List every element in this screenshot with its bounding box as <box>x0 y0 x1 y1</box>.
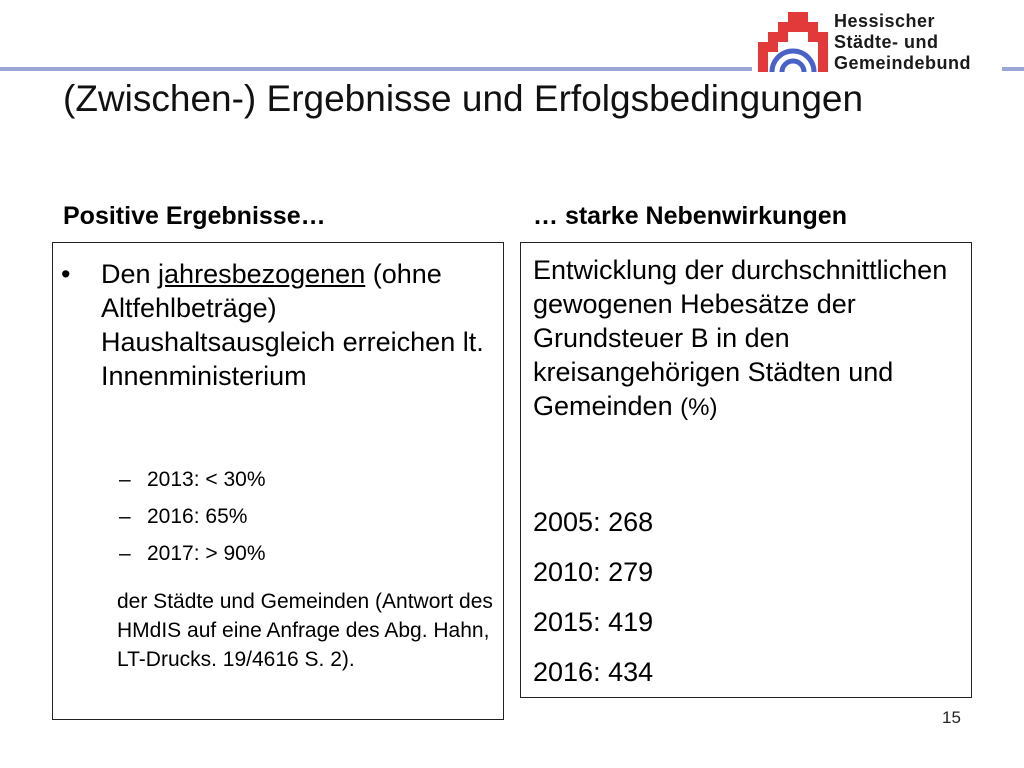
left-content-box <box>52 242 504 720</box>
sub-bullet-text: 2013: < 30% <box>147 468 266 491</box>
logo-emblem-icon <box>752 10 832 78</box>
sub-bullet-item <box>53 539 503 576</box>
sub-bullet-item <box>53 502 503 539</box>
sub-bullet-item <box>53 465 503 502</box>
bullet-rest: (ohne Altfehlbeträge) Haushaltsausgleich erreichen lt. Innenministerium <box>101 259 484 391</box>
year-value-item: 2016: 434 <box>533 657 654 687</box>
year-value-list <box>533 505 653 705</box>
hebesatz-description-text: Entwicklung der durchschnittlichen gewogenen Hebesätze der Grundsteuer B in den kreisangehörigen Städten und Gemeinden <box>533 255 948 421</box>
dash-icon: – <box>119 468 131 491</box>
right-column-heading: … starke Nebenwirkungen <box>533 202 847 230</box>
bullet-prefix: Den <box>101 259 159 289</box>
page-number: 15 <box>942 708 961 727</box>
slide-title: (Zwischen-) Ergebnisse und Erfolgsbedingungen <box>63 78 864 119</box>
logo-line-1: Hessischer <box>834 11 936 31</box>
sub-bullet-text: 2017: > 90% <box>147 542 266 565</box>
sub-bullet-text: 2016: 65% <box>147 505 248 528</box>
year-value-item: 2010: 279 <box>533 557 654 587</box>
logo-line-2: Städte- und <box>834 32 939 52</box>
organization-logo <box>752 10 1002 80</box>
dash-icon: – <box>119 505 131 528</box>
bullet-underlined-term: jahresbezogenen <box>158 259 366 289</box>
hebesatz-description <box>533 253 963 425</box>
logo-line-3: Gemeindebund <box>834 53 972 73</box>
year-value-item: 2005: 268 <box>533 507 654 537</box>
unit-label: (%) <box>680 394 718 421</box>
left-column-heading: Positive Ergebnisse… <box>63 202 326 230</box>
logo-wordmark <box>834 11 971 74</box>
year-value-item: 2015: 419 <box>533 607 654 637</box>
sub-bullet-list <box>53 465 503 576</box>
source-note: der Städte und Gemeinden (Antwort des HMdIS auf eine Anfrage des Abg. Hahn, LT-Drucks. 19/4616 S. 2). <box>117 590 493 671</box>
dash-icon: – <box>119 542 131 565</box>
bullet-dot-icon: • <box>61 259 71 289</box>
right-content-box <box>520 242 972 698</box>
main-bullet-text <box>101 257 486 393</box>
